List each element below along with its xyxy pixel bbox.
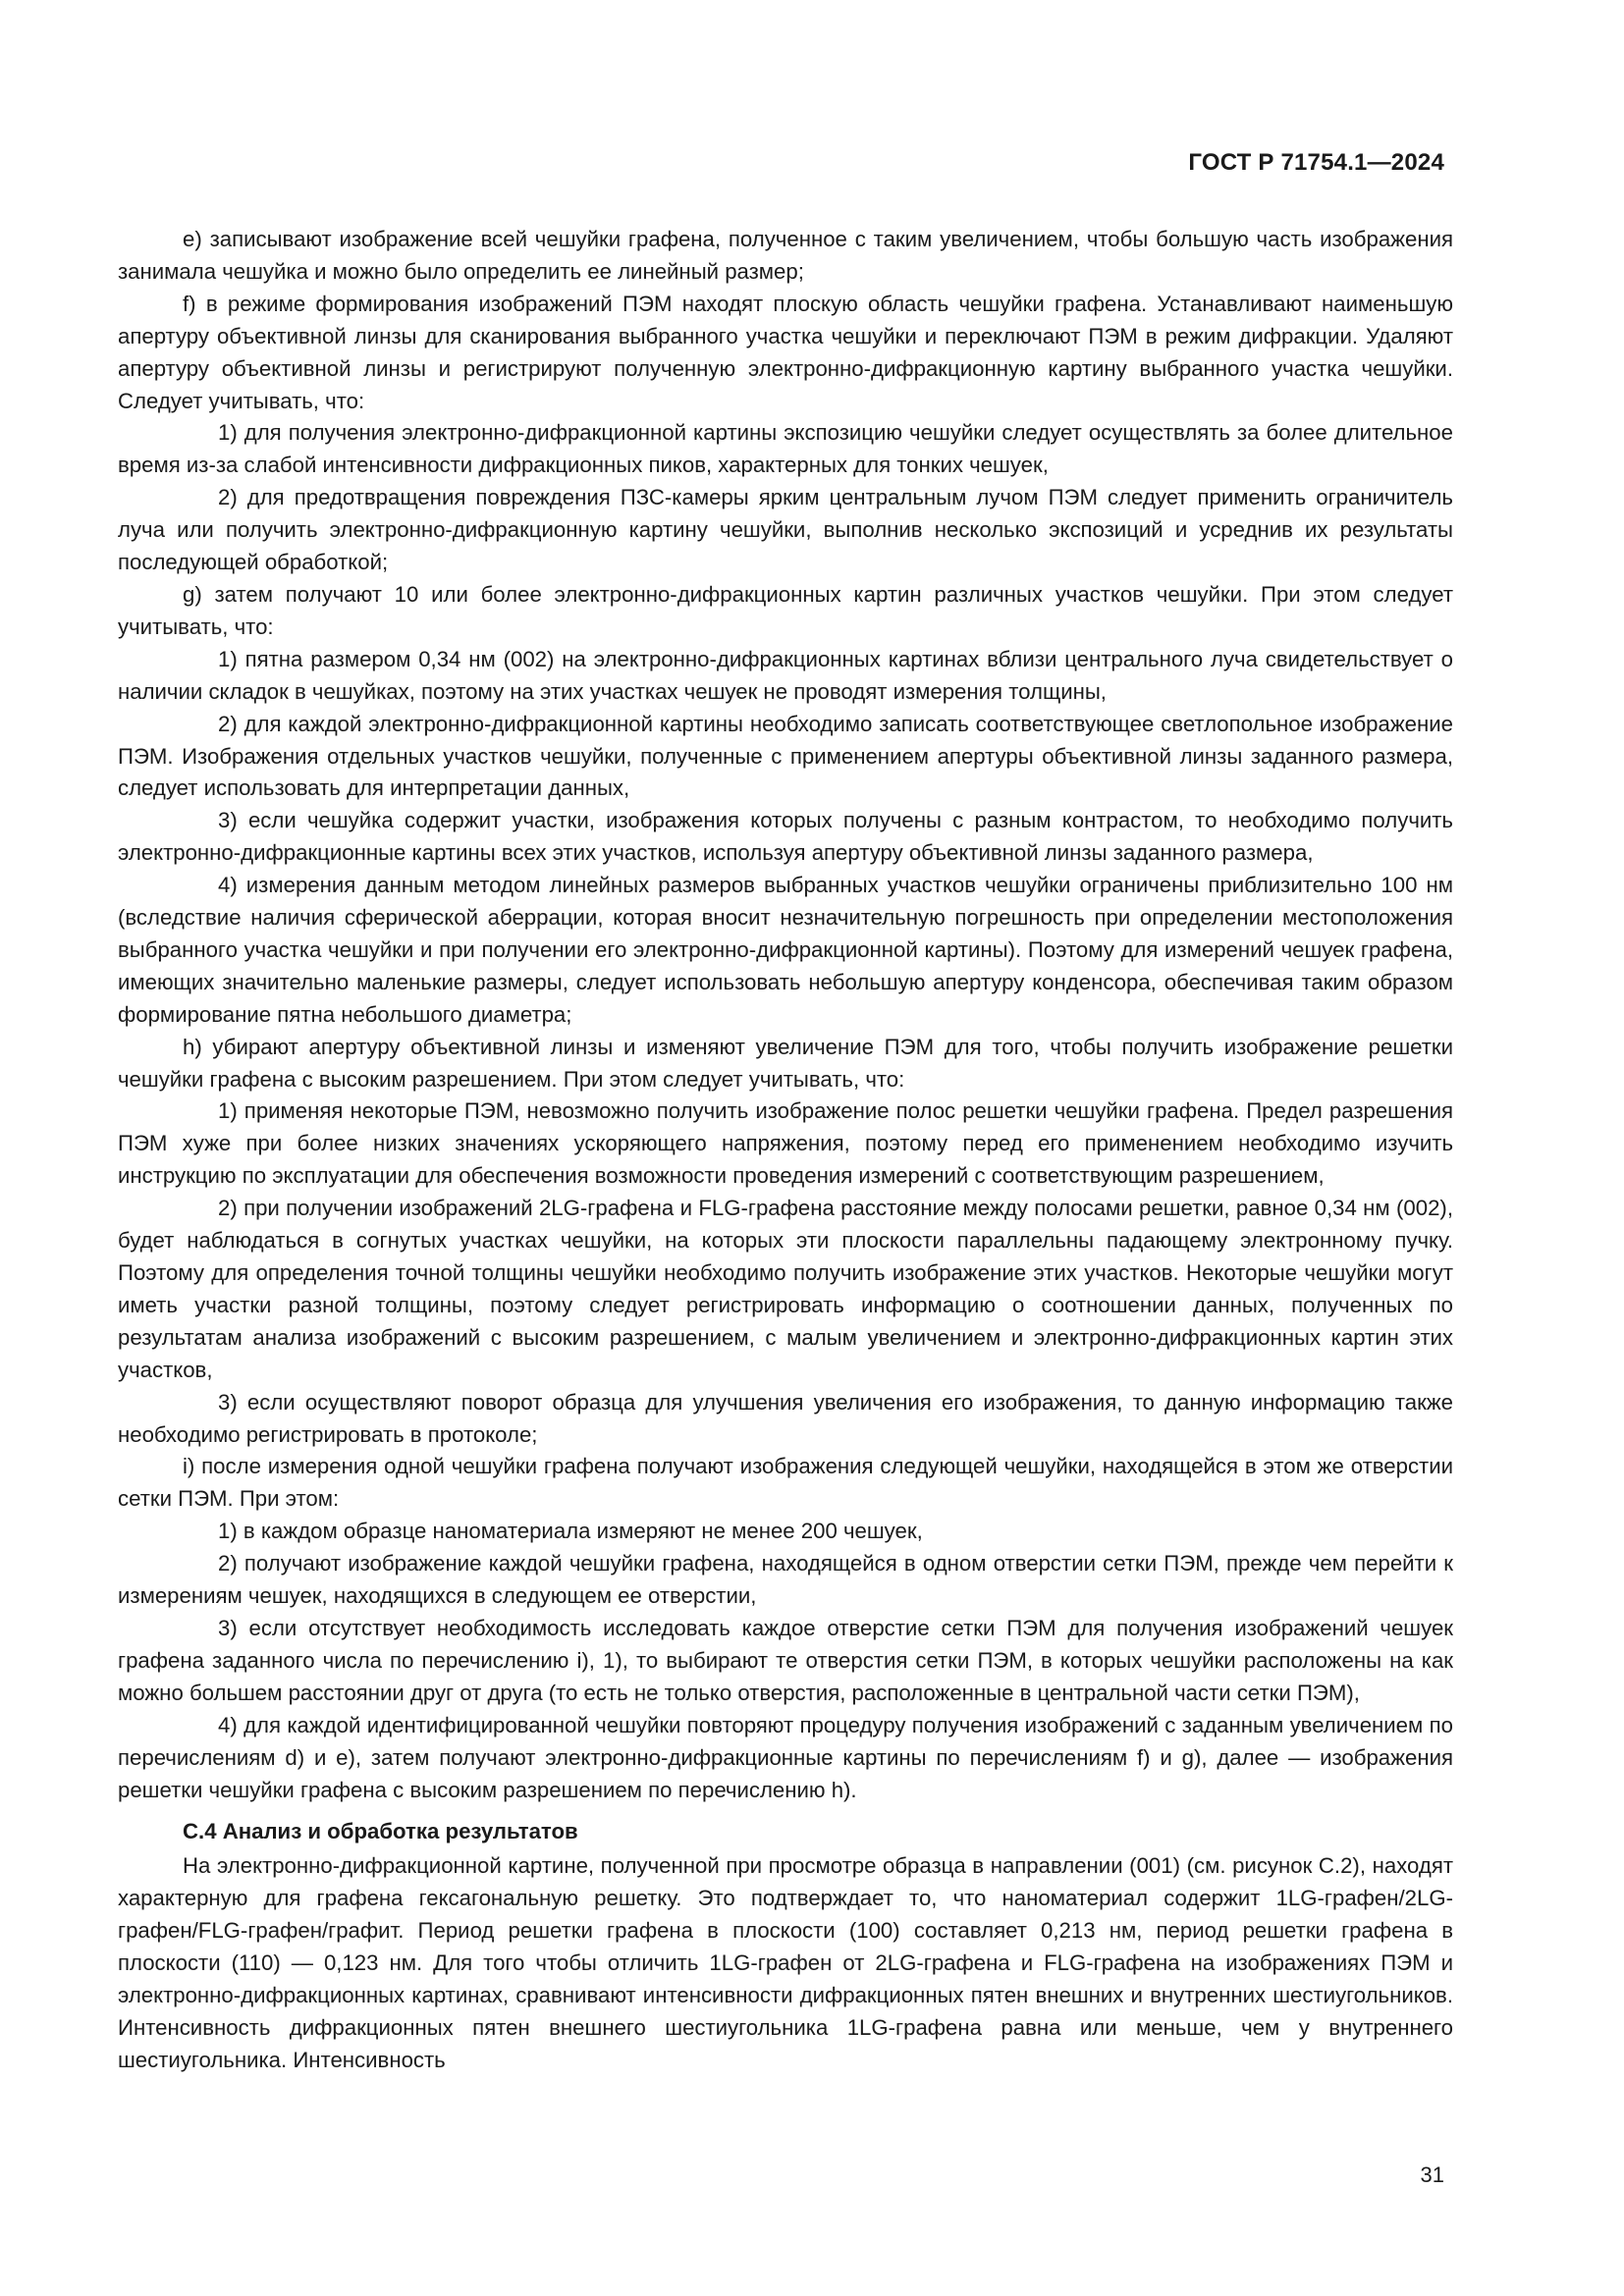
paragraph-e: e) записывают изображение всей чешуйки графена, полученное с таким увеличением, чтобы большую часть изображения занимала чешуйка и можно было определить ее линейный размер; [118, 227, 1453, 284]
paragraph-i-3: 3) если отсутствует необходимость исследовать каждое отверстие сетки ПЭМ для получения изображений чешуек графена заданного числа по перечислению i), 1), то выбирают те отверстия сетки ПЭМ, в которых чешуйки расположены на как можно большем расстоянии друг от друга (то есть не только отверстия, расположенные в центральной части сетки ПЭМ), [118, 1615, 1453, 1705]
paragraph-i-2: 2) получают изображение каждой чешуйки графена, находящейся в одном отверстии сетки ПЭМ, прежде чем перейти к измерениям чешуек, находящихся в следующем ее отверстии, [118, 1551, 1453, 1609]
paragraph-g-4: 4) измерения данным методом линейных размеров выбранных участков чешуйки ограничены приблизительно 100 нм (вследствие наличия сферической аберрации, которая вносит незначительную погрешность при определении местоположения выбранного участка чешуйки и при получении его электронно-дифракционной картины). Поэтому для измерений чешуек графена, имеющих значительно маленькие размеры, следует использовать небольшую апертуру конденсора, обеспечивая таким образом формирование пятна небольшого диаметра; [118, 873, 1453, 1027]
paragraph-f: f) в режиме формирования изображений ПЭМ находят плоскую область чешуйки графена. Устанавливают наименьшую апертуру объективной линзы для сканирования выбранного участка чешуйки и переключают ПЭМ в режим дифракции. Удаляют апертуру объективной линзы и регистрируют полученную электронно-дифракционную картину выбранного участка чешуйки. Следует учитывать, что: [118, 291, 1453, 413]
paragraph-g-1: 1) пятна размером 0,34 нм (002) на электронно-дифракционных картинах вблизи центрального луча свидетельствует о наличии складок в чешуйках, поэтому на этих участках чешуек не проводят измерения толщины, [118, 646, 1453, 704]
page-number: 31 [1420, 2163, 1444, 2187]
paragraph-g: g) затем получают 10 или более электронно-дифракционных картин различных участков чешуйки. При этом следует учитывать, что: [118, 581, 1453, 639]
section-heading: С.4 Анализ и обработка результатов [183, 1819, 578, 1844]
section-paragraph: На электронно-дифракционной картине, полученной при просмотре образца в направлении (001) (см. рисунок С.2), находят характерную для графена гексагональную решетку. Это подтверждает то, что наноматериал содержит 1LG-графен/2LG-графен/FLG-графен/графит. Период решетки графена в плоскости (100) составляет 0,213 нм, период решетки графена в плоскости (110) — 0,123 нм. Для того чтобы отличить 1LG-графен от 2LG-графена и FLG-графена на изображениях ПЭМ и электронно-дифракционных картинах, сравнивают интенсивности дифракционных пятен внешних и внутренних шестиугольников. Интенсивность дифракционных пятен внешнего шестиугольника 1LG-графена равна или меньше, чем у внутреннего шестиугольника. Интенсивность [118, 1853, 1453, 2072]
paragraph-h-3: 3) если осуществляют поворот образца для улучшения увеличения его изображения, то данную информацию также необходимо регистрировать в протоколе; [118, 1389, 1453, 1447]
paragraph-h: h) убирают апертуру объективной линзы и изменяют увеличение ПЭМ для того, чтобы получить изображение решетки чешуйки графена с высоким разрешением. При этом следует учитывать, что: [118, 1034, 1453, 1092]
paragraph-i: i) после измерения одной чешуйки графена получают изображения следующей чешуйки, находящейся в этом же отверстии сетки ПЭМ. При этом: [118, 1454, 1453, 1512]
paragraph-h-1: 1) применяя некоторые ПЭМ, невозможно получить изображение полос решетки чешуйки графена. Предел разрешения ПЭМ хуже при более низких значениях ускоряющего напряжения, поэтому перед его применением необходимо изучить инструкцию по эксплуатации для обеспечения возможности проведения измерений с соответствующим разрешением, [118, 1098, 1453, 1189]
paragraph-g-2: 2) для каждой электронно-дифракционной картины необходимо записать соответствующее светлопольное изображение ПЭМ. Изображения отдельных участков чешуйки, полученные с применением апертуры объективной линзы заданного размера, следует использовать для интерпретации данных, [118, 711, 1453, 801]
paragraph-h-2: 2) при получении изображений 2LG-графена и FLG-графена расстояние между полосами решетки, равное 0,34 нм (002), будет наблюдаться в согнутых участках чешуйки, на которых эти плоскости параллельны падающему электронному пучку. Поэтому для определения точной толщины чешуйки необходимо получить изображение этих участков. Некоторые чешуйки могут иметь участки разной толщины, поэтому следует регистрировать информацию о соотношении данных, полученных по результатам анализа изображений с высоким разрешением, с малым увеличением и электронно-дифракционных картин этих участков, [118, 1196, 1453, 1382]
document-body [118, 224, 1453, 2077]
paragraph-f-2: 2) для предотвращения повреждения ПЗС-камеры ярким центральным лучом ПЭМ следует применить ограничитель луча или получить электронно-дифракционную картину чешуйки, выполнив несколько экспозиций и усреднив их результаты последующей обработкой; [118, 485, 1453, 575]
paragraph-g-3: 3) если чешуйка содержит участки, изображения которых получены с разным контрастом, то необходимо получить электронно-дифракционные картины всех этих участков, используя апертуру объективной линзы заданного размера, [118, 808, 1453, 866]
paragraph-i-1: 1) в каждом образце наноматериала измеряют не менее 200 чешуек, [218, 1519, 923, 1544]
paragraph-i-4: 4) для каждой идентифицированной чешуйки повторяют процедуру получения изображений с заданным увеличением по перечислениям d) и e), затем получают электронно-дифракционные картины по перечислениям f) и g), далее — изображения решетки чешуйки графена с высоким разрешением по перечислению h). [118, 1712, 1453, 1802]
document-header: ГОСТ Р 71754.1—2024 [1188, 149, 1444, 176]
paragraph-f-1: 1) для получения электронно-дифракционной картины экспозицию чешуйки следует осуществлять за более длительное время из-за слабой интенсивности дифракционных пиков, характерных для тонких чешуек, [118, 420, 1453, 478]
